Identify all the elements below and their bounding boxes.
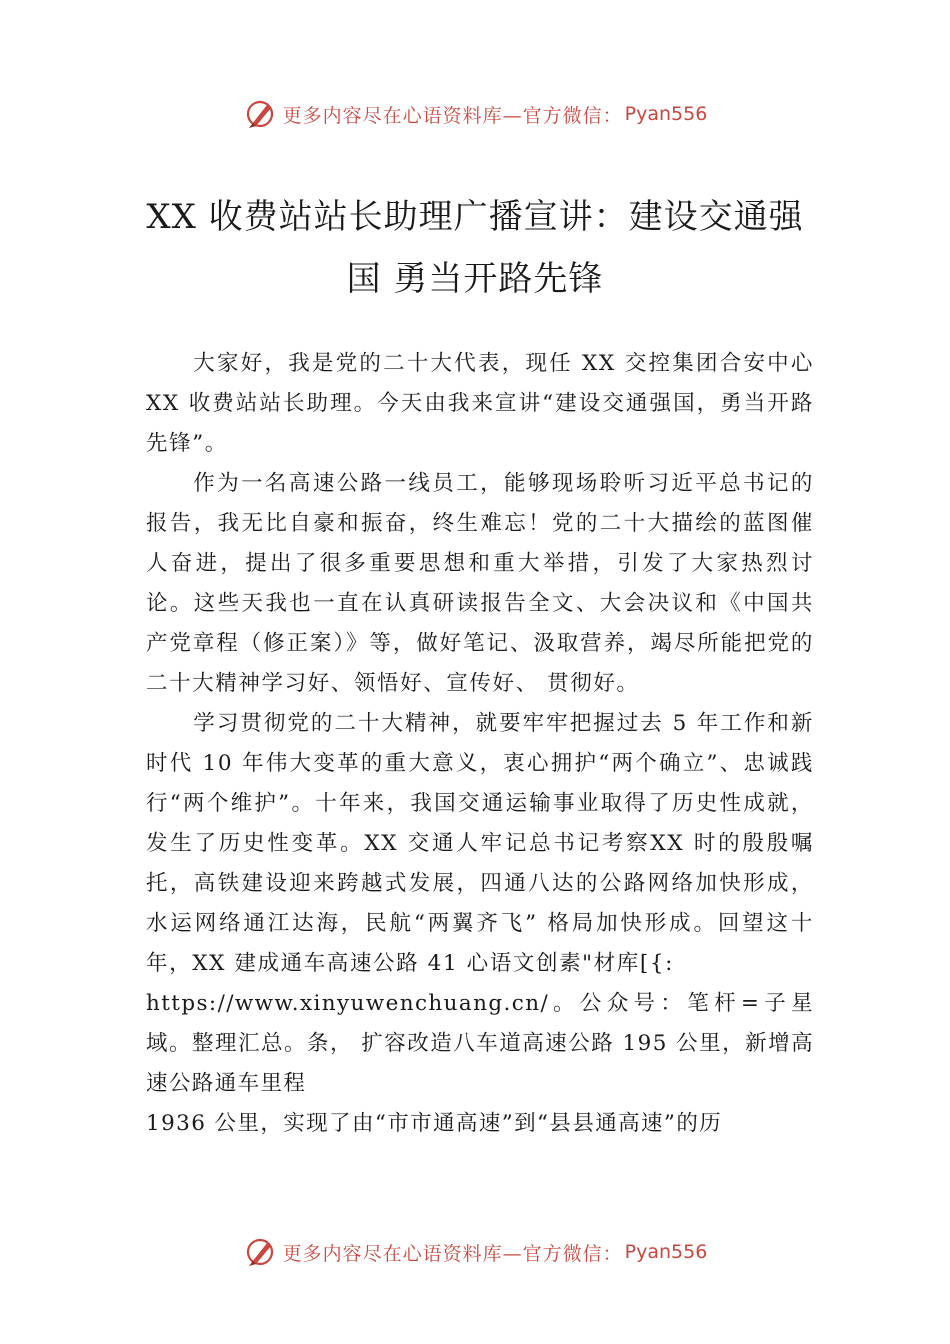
watermark-handle: Pyan556 [624,103,708,125]
pen-logo-icon [243,1235,277,1269]
watermark-header [0,94,950,134]
pen-logo-icon [243,97,277,131]
watermark-text: 更多内容尽在心语资料库—官方微信： [282,1242,623,1265]
watermark-handle: Pyan556 [624,1241,708,1263]
document-title [140,186,810,310]
paragraph: 学习贯彻党的二十大精神，就要牢牢把握过去 5 年工作和新时代 10 年伟大变革的重大意义，衷心拥护“两个确立”、忠诚践行“两个维护”。十年来，我国交通运输事业取得了历史性成就，发生了历史性变革。XX 交通人牢记总书记考察XX 时的殷殷嘱托，高铁建设迎来跨越式发展，四通八达的公路网络加快形成，水运网络通江达海，民航“两翼齐飞” 格局加快形成。回望这十年，XX 建成通车高速公路 41 心语文创素"材库[{: [146,711,814,976]
title-line-1: XX 收费站站长助理广播宣讲：建设交通强 [146,197,804,237]
paragraph: 作为一名高速公路一线员工，能够现场聆听习近平总书记的报告，我无比自豪和振奋，终生难忘！党的二十大描绘的蓝图催人奋进，提出了很多重要思想和重大举措，引发了大家热烈讨论。这些天我也一直在认真研读报告全文、大会决议和《中国共产党章程（修正案）》等，做好笔记、汲取营养，竭尽所能把党的二十大精神学习好、领悟好、宣传好、 贯彻好。 [146,471,814,696]
paragraph-raw: https://www.xinyuwenchuang.cn/。公众号：笔杆=子星域。整理汇总。条， 扩容改造八车道高速公路 195 公里，新增高速公路通车里程 [146,991,814,1096]
watermark-footer [0,1232,950,1272]
watermark-text: 更多内容尽在心语资料库—官方微信： [282,104,623,127]
paragraph: 大家好，我是党的二十大代表，现任 XX 交控集团合安中心 XX 收费站站长助理。今天由我来宣讲“建设交通强国，勇当开路先锋”。 [146,351,814,456]
title-line-2: 国 勇当开路先锋 [346,259,604,299]
paragraph-raw: 1936 公里，实现了由“市市通高速”到“县县通高速”的历 [146,1111,723,1136]
document-body [146,344,814,1144]
